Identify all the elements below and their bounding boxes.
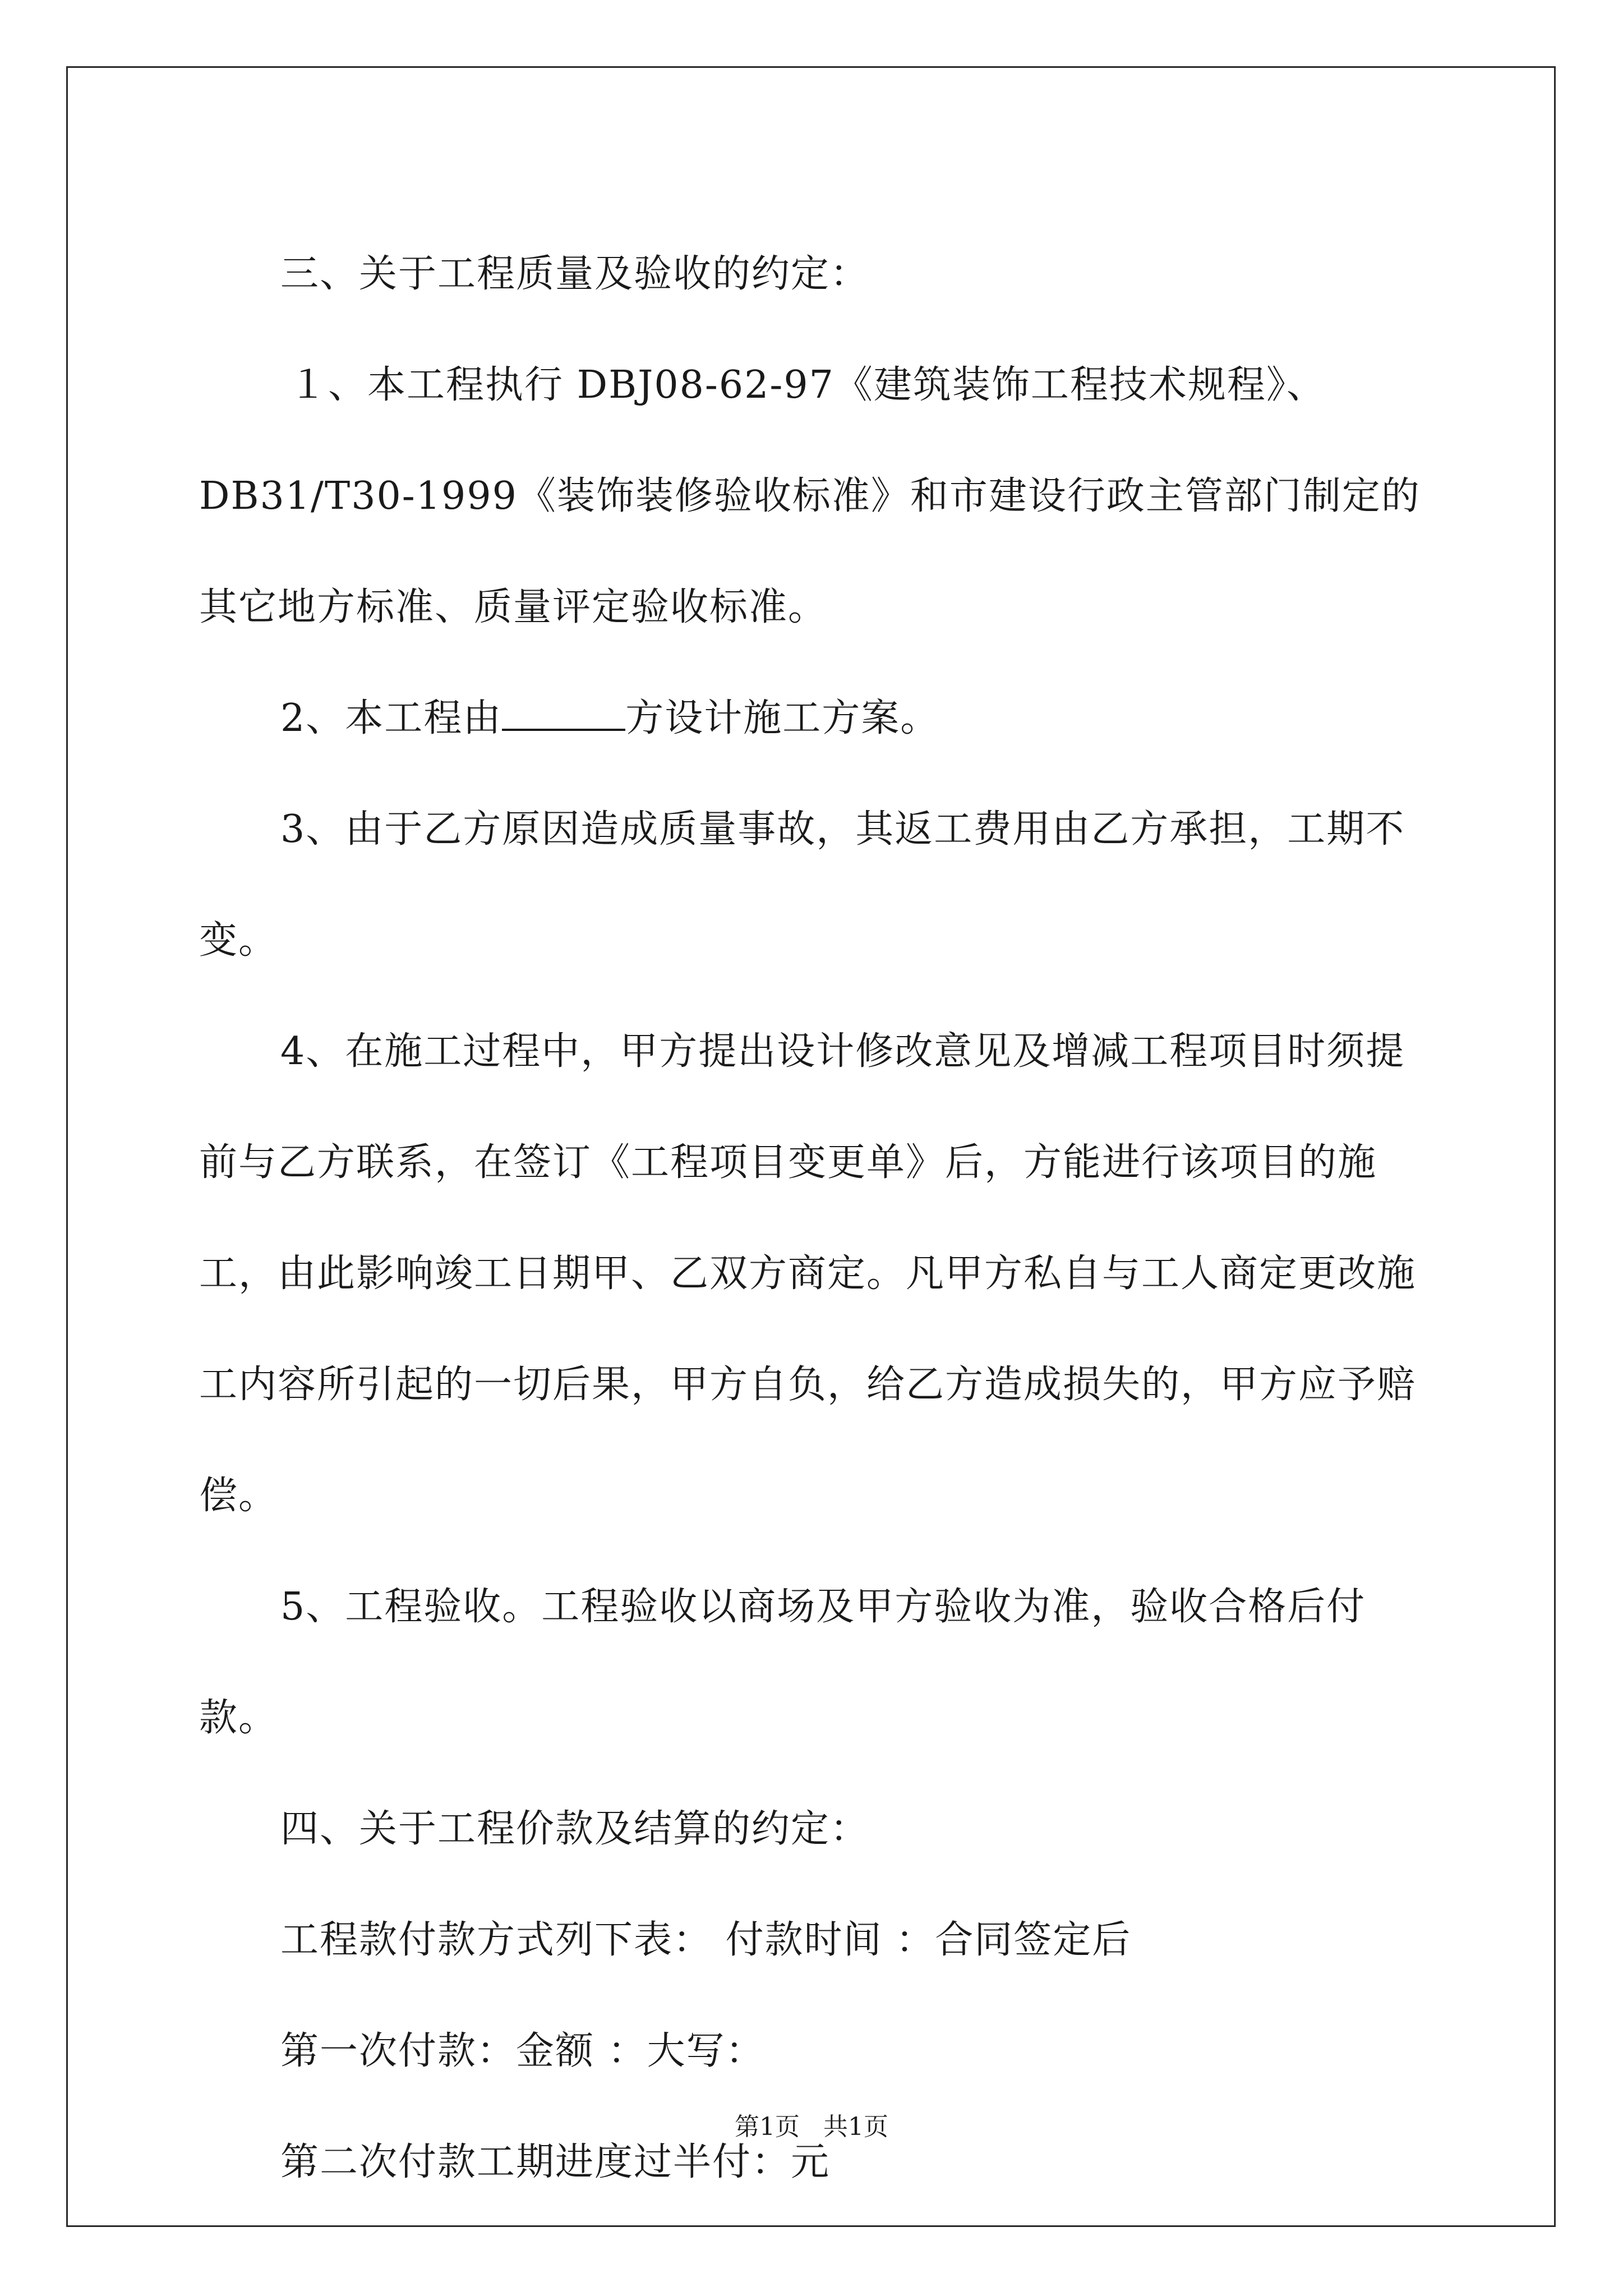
- first-payment-line: 第一次付款：金额 ：大写：: [280, 2029, 765, 2073]
- section-heading-payment: 四、关于工程价款及结算的约定：: [280, 1807, 870, 1851]
- page-number: 第1页: [735, 2113, 800, 2141]
- clause-4-design-changes: 4、在施工过程中，甲方提出设计修改意见及增减工程项目时须提前与乙方联系，在签订《工程项目变更单》后，方能进行该项目的施工，由此影响竣工日期甲、乙双方商定。凡甲方私自与工人商定更改施工内容所引起的一切后果，甲方自负，给乙方造成损失的，甲方应予赔偿。: [199, 1029, 1417, 1518]
- document-body: [199, 219, 1433, 2218]
- section-heading-quality: 三、关于工程质量及验收的约定：: [280, 252, 870, 296]
- page-footer: [0, 2106, 1623, 2142]
- second-payment-line: 第二次付款工期进度过半付：元: [280, 2140, 831, 2184]
- payment-method-line: 工程款付款方式列下表： 付款时间 ：合同签定后: [280, 1918, 1132, 1962]
- clause-2-text-before: 2、本工程由: [280, 696, 502, 740]
- clause-3-quality-accident: 3、由于乙方原因造成质量事故，其返工费用由乙方承担，工期不变。: [199, 807, 1405, 963]
- clause-2-design: [199, 663, 1433, 774]
- clause-2-text-after: 方设计施工方案。: [625, 696, 940, 740]
- fill-in-blank: [502, 697, 625, 731]
- page-total: 共1页: [823, 2113, 888, 2141]
- clause-5-acceptance: 5、工程验收。工程验收以商场及甲方验收为准，验收合格后付款。: [199, 1585, 1366, 1740]
- clause-1-standards: １、本工程执行 DBJ08-62-97《建筑装饰工程技术规程》、DB31/T30-1999《装饰装修验收标准》和市建设行政主管部门制定的其它地方标准、质量评定验收标准。: [199, 363, 1421, 629]
